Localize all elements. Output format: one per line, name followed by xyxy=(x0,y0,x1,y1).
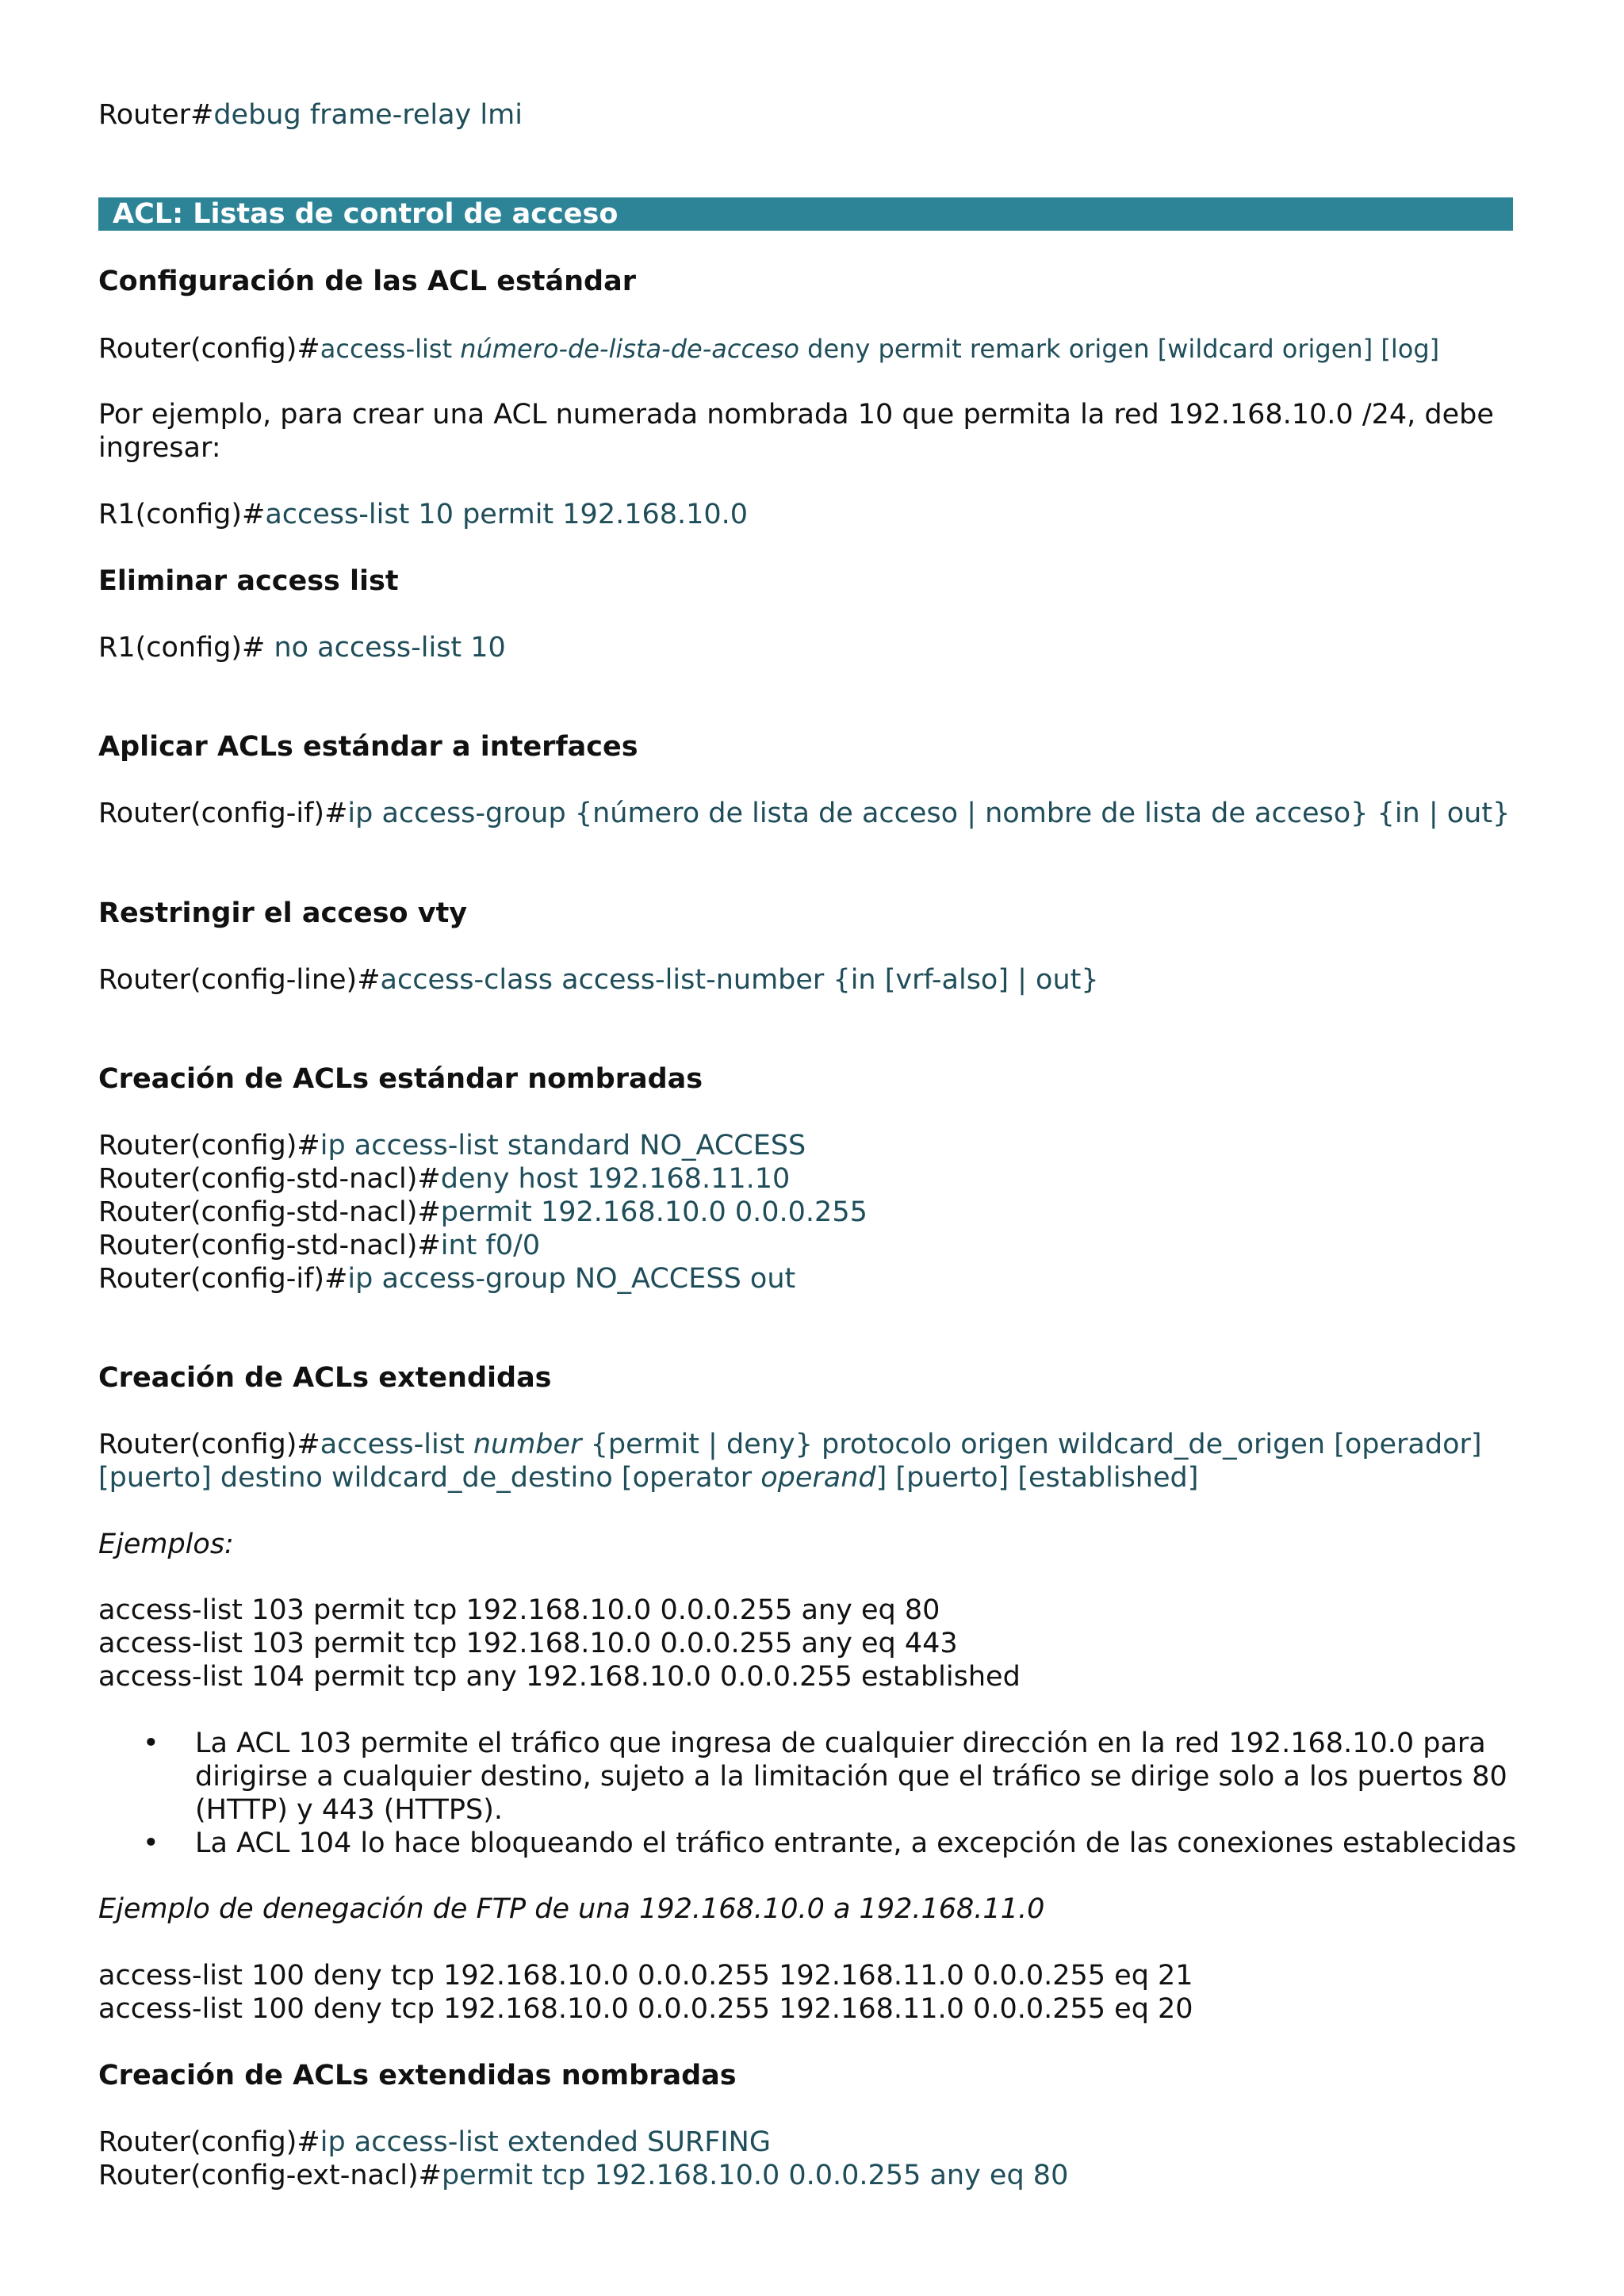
router-prompt: Router# xyxy=(98,99,214,131)
command-text: permit tcp 192.168.10.0 0.0.0.255 any eq 80 xyxy=(441,2160,1069,2191)
router-prompt: Router(config-if)# xyxy=(98,798,348,829)
heading-named-standard-acl: Creación de ACLs estándar nombradas xyxy=(98,1063,703,1095)
router-prompt: Router(config-std-nacl)# xyxy=(98,1196,441,1228)
extended-acl-syntax-line xyxy=(98,1428,1482,1461)
extended-acl-syntax-line xyxy=(98,1461,1198,1494)
command-text: deny host 192.168.11.10 xyxy=(440,1163,791,1195)
command-text: ip access-list standard NO_ACCESS xyxy=(320,1130,806,1161)
bullet-icon: • xyxy=(143,1728,159,1759)
command-text: int f0/0 xyxy=(440,1230,541,1261)
section-banner: ACL: Listas de control de acceso xyxy=(98,197,1513,231)
router-prompt: Router(config-std-nacl)# xyxy=(98,1163,441,1195)
extended-named-acl-line xyxy=(98,2126,771,2159)
router-prompt: Router(config)# xyxy=(98,2126,320,2158)
command-text: no access-list 10 xyxy=(265,632,506,664)
router-prompt: Router(config-if)# xyxy=(98,1263,348,1295)
example-command: access-list 103 permit tcp 192.168.10.0 0.0.0.255 any eq 443 xyxy=(98,1628,958,1659)
heading-standard-acl: Configuración de las ACL estándar xyxy=(98,266,636,297)
delete-acl-command xyxy=(98,631,506,664)
vty-command xyxy=(98,963,1099,997)
command-text: access-list xyxy=(320,1429,473,1460)
command-text: access-class access-list-number {in [vrf-also] | out} xyxy=(380,964,1099,996)
ftp-example-label: Ejemplo de denegación de FTP de una 192.168.10.0 a 192.168.11.0 xyxy=(98,1893,1045,1925)
debug-command-line xyxy=(98,98,523,132)
r1-example-command xyxy=(98,498,748,531)
command-text: ] [puerto] [established] xyxy=(875,1462,1199,1494)
extended-named-acl-line xyxy=(98,2159,1068,2192)
command-text: [puerto] destino wildcard_de_destino [operator xyxy=(98,1462,761,1494)
standard-acl-syntax xyxy=(98,332,1439,365)
router-prompt: Router(config)# xyxy=(98,1429,320,1460)
bullet-text: (HTTP) y 443 (HTTPS). xyxy=(195,1794,503,1826)
router-prompt: Router(config-std-nacl)# xyxy=(98,1230,441,1261)
heading-apply-acl: Aplicar ACLs estándar a interfaces xyxy=(98,731,638,763)
command-text: ip access-group NO_ACCESS out xyxy=(347,1263,796,1295)
heading-extended-named-acl: Creación de ACLs extendidas nombradas xyxy=(98,2060,737,2091)
example-command: access-list 104 permit tcp any 192.168.10.0 0.0.0.255 established xyxy=(98,1661,1021,1693)
heading-delete-acl: Eliminar access list xyxy=(98,565,399,597)
command-text: access-list 10 permit 192.168.10.0 xyxy=(265,499,749,530)
example-paragraph-line: ingresar: xyxy=(98,432,221,464)
command-text: permit 192.168.10.0 0.0.0.255 xyxy=(440,1196,868,1228)
named-acl-line xyxy=(98,1196,868,1229)
command-param: operand xyxy=(760,1462,876,1494)
heading-vty: Restringir el acceso vty xyxy=(98,897,468,929)
command-param: number xyxy=(473,1429,582,1460)
named-acl-line xyxy=(98,1162,790,1196)
router-prompt: Router(config)# xyxy=(98,333,320,365)
router-prompt: Router(config-ext-nacl)# xyxy=(98,2160,442,2191)
router-prompt: R1(config)# xyxy=(98,499,266,530)
ftp-deny-command: access-list 100 deny tcp 192.168.10.0 0.0.0.255 192.168.11.0 0.0.0.255 eq 20 xyxy=(98,1993,1193,2025)
router-prompt: R1(config)# xyxy=(98,632,266,664)
router-prompt: Router(config)# xyxy=(98,1130,320,1161)
command-text: access-list xyxy=(320,334,461,364)
router-prompt: Router(config-line)# xyxy=(98,964,381,996)
command-text: ip access-group {número de lista de acceso | nombre de lista de acceso} {in | out} xyxy=(347,798,1511,829)
apply-acl-command xyxy=(98,797,1510,830)
example-paragraph-line: Por ejemplo, para crear una ACL numerada nombrada 10 que permita la red 192.168.10.0 /24, debe xyxy=(98,399,1494,430)
command-text: ip access-list extended SURFING xyxy=(320,2126,771,2158)
named-acl-line xyxy=(98,1229,540,1262)
bullet-text: La ACL 103 permite el tráfico que ingresa de cualquier dirección en la red 192.168.10.0 para xyxy=(195,1728,1486,1759)
command-text: deny permit remark origen [wildcard origen] [log] xyxy=(799,334,1440,364)
bullet-icon: • xyxy=(143,1827,159,1859)
named-acl-line xyxy=(98,1129,806,1162)
example-command: access-list 103 permit tcp 192.168.10.0 0.0.0.255 any eq 80 xyxy=(98,1594,940,1626)
examples-label: Ejemplos: xyxy=(98,1529,234,1560)
command-param: número-de-lista-de-acceso xyxy=(460,334,799,364)
ftp-deny-command: access-list 100 deny tcp 192.168.10.0 0.0.0.255 192.168.11.0 0.0.0.255 eq 21 xyxy=(98,1960,1193,1992)
command-text: {permit | deny} protocolo origen wildcard_de_origen [operador] xyxy=(581,1429,1482,1460)
named-acl-line xyxy=(98,1262,795,1295)
bullet-text: dirigirse a cualquier destino, sujeto a la limitación que el tráfico se dirige solo a los puertos 80 xyxy=(195,1761,1507,1793)
command-text: debug frame-relay lmi xyxy=(213,99,523,131)
heading-extended-acl: Creación de ACLs extendidas xyxy=(98,1362,552,1394)
bullet-text: La ACL 104 lo hace bloqueando el tráfico entrante, a excepción de las conexiones establecidas xyxy=(195,1827,1517,1859)
